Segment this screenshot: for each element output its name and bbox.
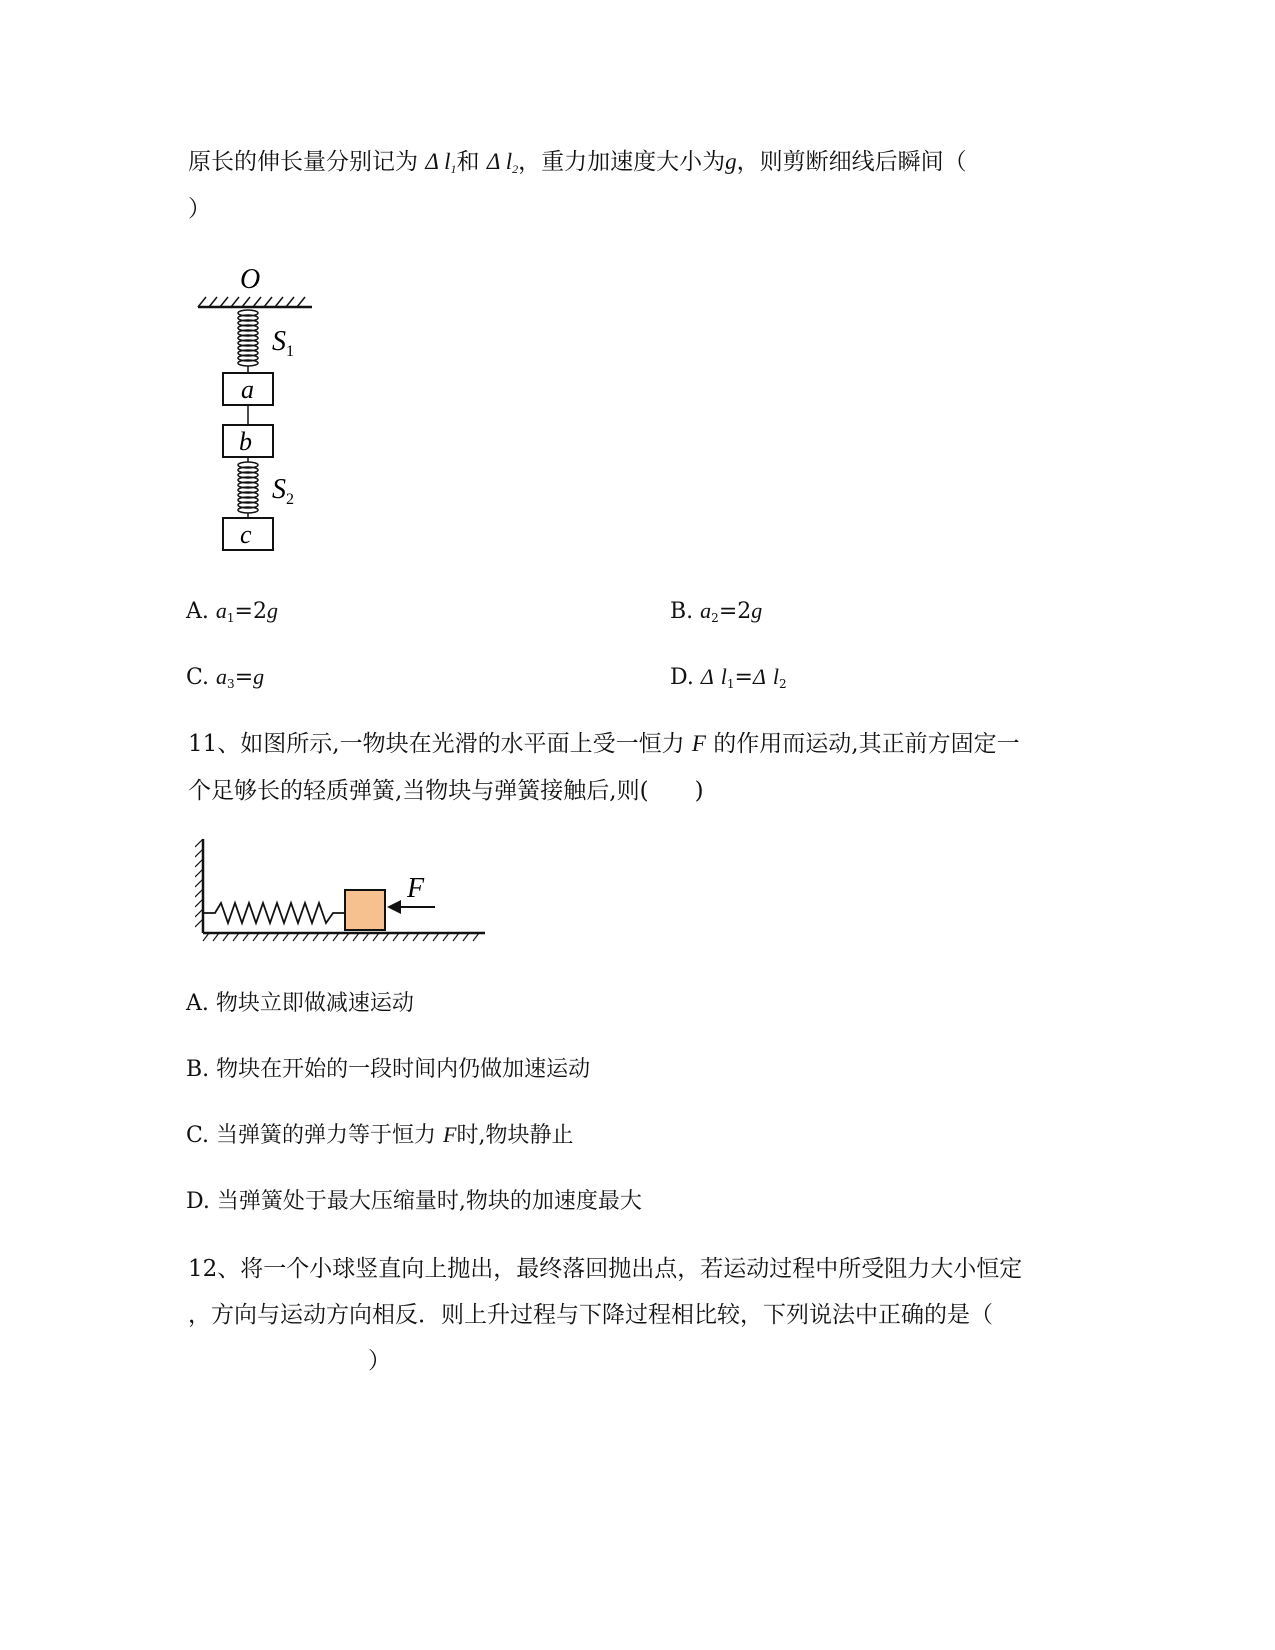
q10-option-a[interactable]: A. $a_1=2g$	[186, 598, 278, 625]
q10-stem-he: 和	[456, 149, 480, 175]
q10-option-c[interactable]: C. $a_3=g$	[186, 664, 265, 691]
spring-s2	[238, 457, 258, 518]
force-label: F	[407, 873, 425, 904]
spring-s1-label: $S_1$	[272, 326, 294, 360]
spring-s2-label: $S_2$	[272, 474, 294, 508]
q11-option-d[interactable]: D. 当弹簧处于最大压缩量时,物块的加速度最大	[186, 1189, 642, 1214]
block-c-label: c	[240, 520, 252, 549]
q10-stem-line1	[188, 143, 967, 177]
sliding-block	[345, 890, 385, 930]
q11-stem-line1: 11、如图所示,一物块在光滑的水平面上受一恒力 F 的作用而运动,其正前方固定一	[188, 731, 1020, 757]
q12-stem-line2: ，方向与运动方向相反．则上升过程与下降过程相比较，下列说法中正确的是（	[188, 1302, 993, 1328]
ceiling-hatch	[198, 297, 305, 307]
q11-figure	[195, 835, 495, 945]
q10-g: g	[725, 149, 737, 174]
q11-option-a[interactable]: A. 物块立即做减速运动	[186, 991, 414, 1016]
q10-option-d[interactable]: D. Δ $l_1=\Delta$ $l_2$	[670, 664, 787, 691]
q10-stem-line2: ）	[188, 196, 211, 222]
q10-stem-text-c: ，则剪断细线后瞬间（	[736, 149, 967, 175]
q11-stem-line2: 个足够长的轻质弹簧,当物块与弹簧接触后,则( )	[188, 778, 704, 804]
q10-option-b[interactable]: B. $a_2=2g$	[670, 598, 763, 625]
block-a-label: a	[241, 375, 254, 404]
spring	[203, 903, 345, 923]
q11-option-c[interactable]: C. 当弹簧的弹力等于恒力 F时,物块静止	[186, 1122, 574, 1148]
q10-stem-text-b: ，重力加速度大小为	[518, 149, 726, 175]
spring-s1	[238, 310, 258, 373]
q12-stem-line1: 12、将一个小球竖直向上抛出，最终落回抛出点，若运动过程中所受阻力大小恒定	[188, 1256, 1023, 1282]
q10-stem-text-a: 原长的伸长量分别记为	[188, 149, 418, 175]
q11-option-b[interactable]: B. 物块在开始的一段时间内仍做加速运动	[186, 1057, 591, 1082]
anchor-label-o: O	[240, 264, 261, 295]
q10-delta-l2: Δ $l_2$	[486, 149, 519, 176]
q10-figure	[190, 260, 330, 580]
force-arrow-icon	[387, 900, 401, 914]
block-b-label: b	[239, 427, 252, 456]
q10-delta-l1: Δ $l_1$	[425, 149, 457, 176]
q12-stem-line3: ）	[368, 1348, 391, 1374]
